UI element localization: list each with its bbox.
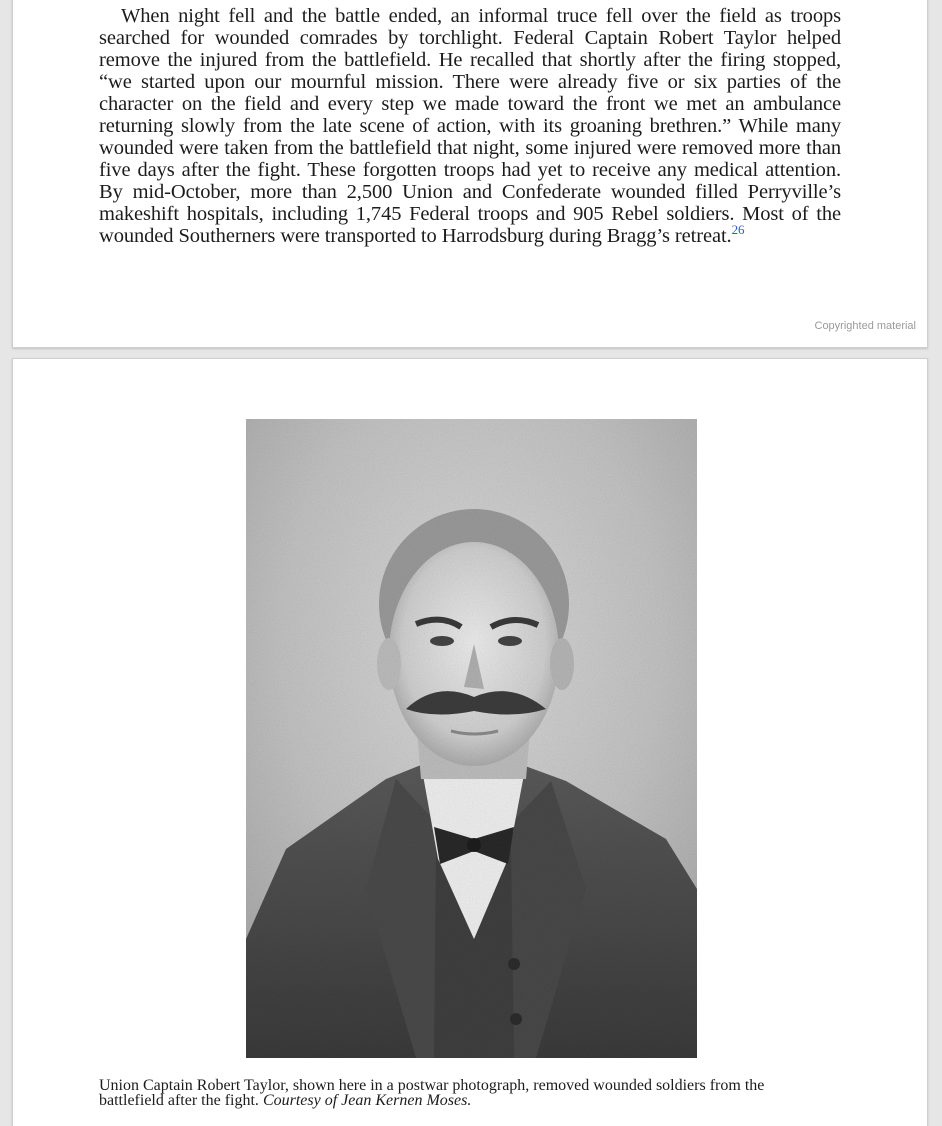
copyright-notice: Copyrighted material: [814, 320, 916, 332]
body-paragraph: [99, 5, 841, 247]
caption-credit: Courtesy of Jean Kernen Moses.: [262, 1092, 472, 1109]
paragraph-text: When night fell and the battle ended, an informal truce fell over the field as troops searched for wounded comrades by torchlight. Federal Captain Robert Taylor helped remove the injured from the battlefield. He recalled that shortly after the firing stopped, “we started upon our mournful mission. There were already five or six parties of the character on the field and every step we made toward the front we met an ambulance returning slowly from the late scene of action, with its groaning brethren.” While many wounded were taken from the battlefield that night, some injured were removed more than five days after the fight. These forgotten troops had yet to receive any medical attention. By mid-October, more than 2,500 Union and Confederate wounded filled Perryville’s makeshift hospitals, including 1,745 Federal troops and 905 Rebel soldiers. Most of the wounded Southerners were transported to Harrodsburg during Bragg’s retreat.: [99, 5, 841, 247]
footnote-link[interactable]: 26: [731, 222, 745, 238]
photo-caption: [99, 1078, 829, 1108]
book-page-bottom: [12, 358, 928, 1126]
caption-text: Union Captain Robert Taylor, shown here in a postwar photograph, removed wounded soldiers from the battlefield after the fight.: [99, 1077, 765, 1109]
book-page-top: [12, 0, 928, 348]
portrait-photograph: [246, 419, 697, 1058]
